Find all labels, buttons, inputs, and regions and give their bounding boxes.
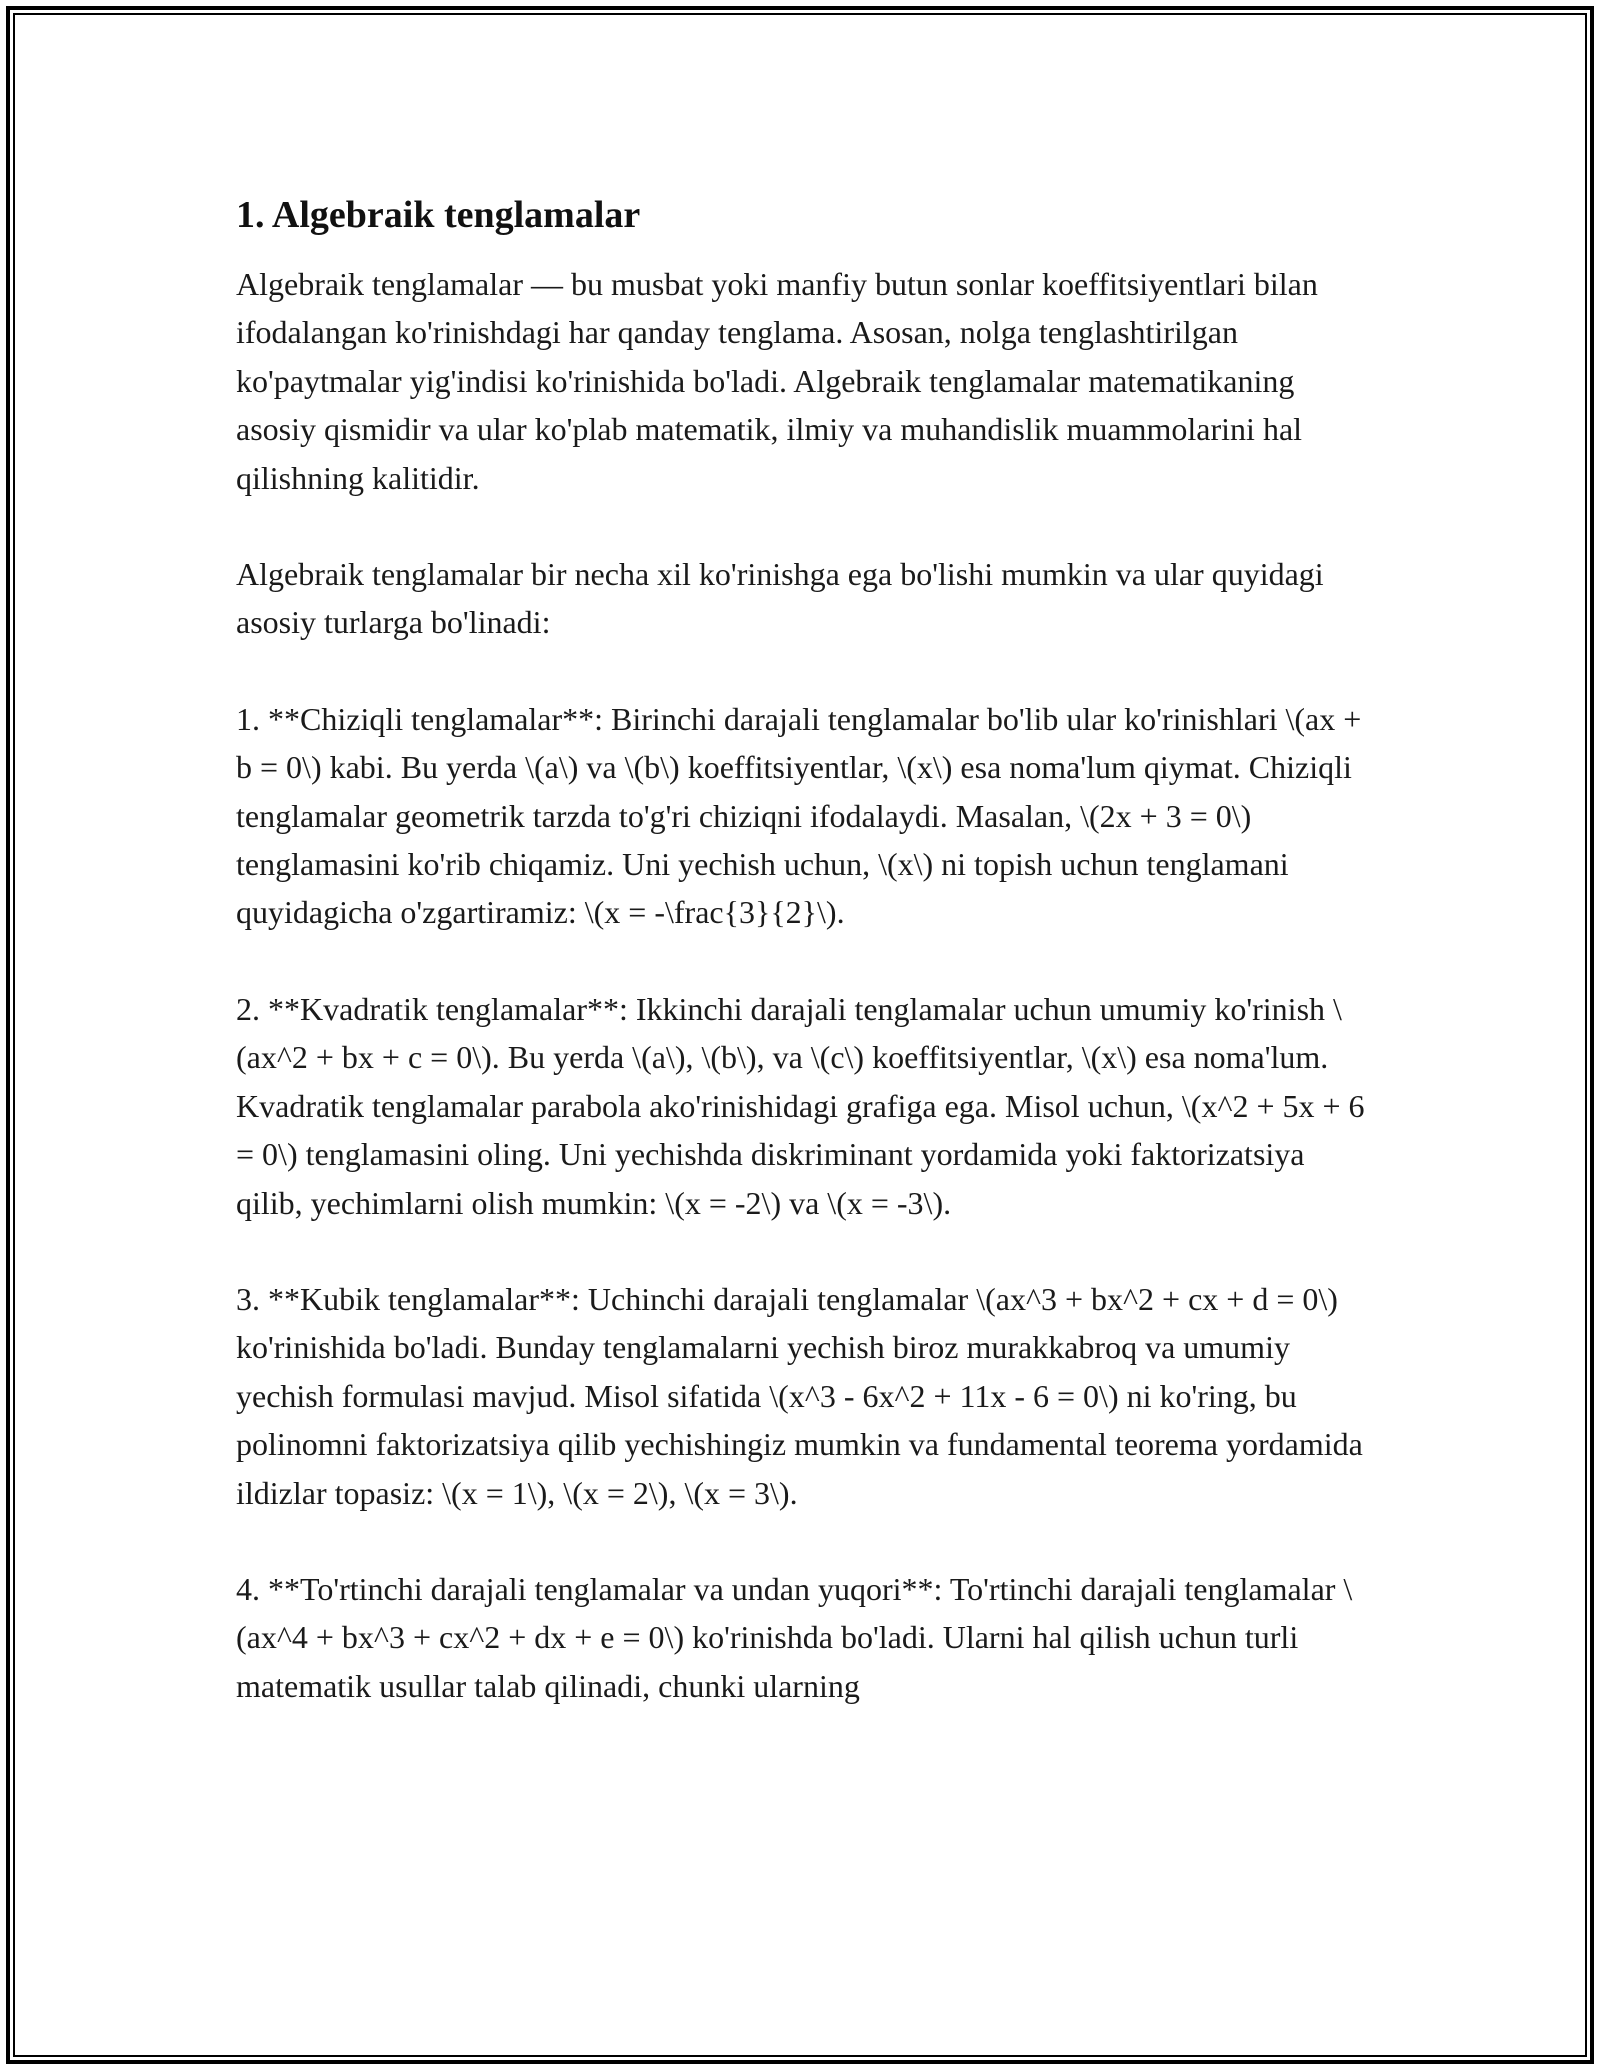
paragraph-quadratic-equations: 2. **Kvadratik tenglamalar**: Ikkinchi darajali tenglamalar uchun umumiy ko'rinish \(ax^2 + bx + c = 0\). Bu yerda \(a\), \(b\), va \(c\) koeffitsiyentlar, \(x\) esa noma'lum. Kvadratik tenglamalar parabola ako'rinishidagi grafiga ega. Misol uchun, \(x^2 + 5x + 6 = 0\) tenglamasini oling. Uni yechishda diskriminant yordamida yoki faktorizatsiya qilib, yechimlarni olish mumkin: \(x = -2\) va \(x = -3\). [236, 990, 1365, 1221]
paragraph-cubic-equations: 3. **Kubik tenglamalar**: Uchinchi darajali tenglamalar \(ax^3 + bx^2 + cx + d = 0\) ko'rinishida bo'ladi. Bunday tenglamalarni yechish biroz murakkabroq va umumiy yechish formulasi mavjud. Misol sifatida \(x^3 - 6x^2 + 11x - 6 = 0\) ni ko'ring, bu polinomni faktorizatsiya qilib yechishingiz mumkin va fundamental teorema yordamida ildizlar topasiz: \(x = 1\), \(x = 2\), \(x = 3\). [236, 1280, 1363, 1511]
section-heading: 1. Algebraik tenglamalar [236, 194, 641, 236]
paragraph-types-intro: Algebraik tenglamalar bir necha xil ko'rinishga ega bo'lishi mumkin va ular quyidagi asosiy turlarga bo'linadi: [236, 556, 1324, 641]
paragraph-linear-equations: 1. **Chiziqli tenglamalar**: Birinchi darajali tenglamalar bo'lib ular ko'rinishlari \(ax + b = 0\) kabi. Bu yerda \(a\) va \(b\) koeffitsiyentlar, \(x\) esa noma'lum qiymat. Chiziqli tenglamalar geometrik tarzda to'g'ri chiziqni ifodalaydi. Masalan, \(2x + 3 = 0\) tenglamasini ko'rib chiqamiz. Uni yechish uchun, \(x\) ni topish uchun tenglamani quyidagicha o'zgartiramiz: \(x = -\frac{3}{2}\). [236, 700, 1362, 931]
document-body [236, 190, 1366, 1758]
paragraph-quartic-equations: 4. **To'rtinchi darajali tenglamalar va undan yuqori**: To'rtinchi darajali tenglamalar \(ax^4 + bx^3 + cx^2 + dx + e = 0\) ko'rinishda bo'ladi. Ularni hal qilish uchun turli matematik usullar talab qilinadi, chunki ularning [236, 1570, 1353, 1704]
paragraph-intro: Algebraik tenglamalar — bu musbat yoki manfiy butun sonlar koeffitsiyentlari bilan ifodalangan ko'rinishdagi har qanday tenglama. Asosan, nolga tenglashtirilgan ko'paytmalar yig'indisi ko'rinishida bo'ladi. Algebraik tenglamalar matematikaning asosiy qismidir va ular ko'plab matematik, ilmiy va muhandislik muammolarini hal qilishning kalitidir. [236, 266, 1318, 496]
